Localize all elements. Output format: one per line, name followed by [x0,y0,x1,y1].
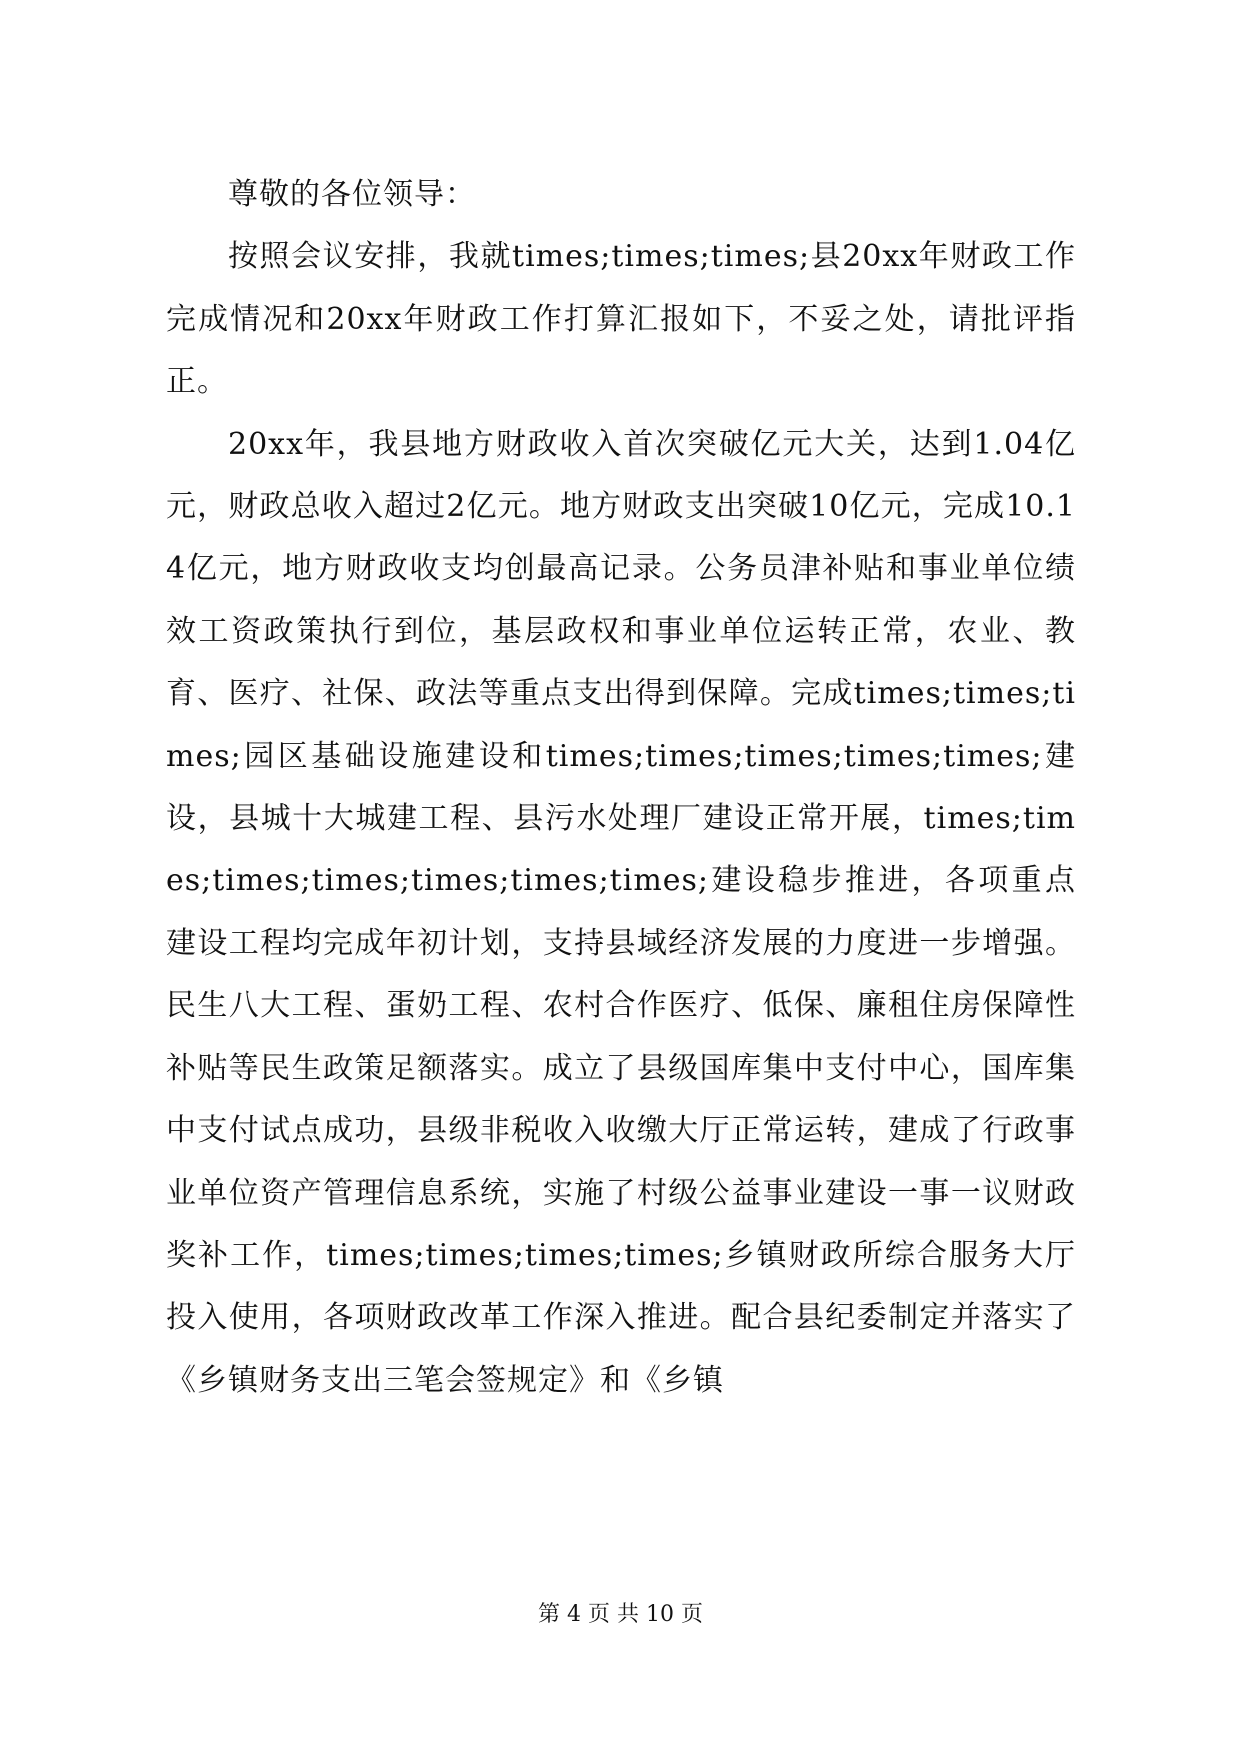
document-body [166,164,1076,1412]
salutation: 尊敬的各位领导： [228,177,476,212]
paragraph-intro: 按照会议安排，我就times;times;times;县20xx年财政工作完成情况和20xx年财政工作打算汇报如下，不妥之处，请批评指正。 [166,239,1076,400]
page-footer: 第 4 页 共 10 页 [538,1602,703,1627]
paragraph-summary: 20xx年，我县地方财政收入首次突破亿元大关，达到1.04亿元，财政总收入超过2亿元。地方财政支出突破10亿元，完成10.14亿元，地方财政收支均创最高记录。公务员津补贴和事业单位绩效工资政策执行到位，基层政权和事业单位运转正常，农业、教育、医疗、社保、政法等重点支出得到保障。完成times;times;times;园区基础设施建设和times;times;times;times;times;建设，县城十大城建工程、县污水处理厂建设正常开展，times;times;times;times;times;times;times;建设稳步推进，各项重点建设工程均完成年初计划，支持县域经济发展的力度进一步增强。民生八大工程、蛋奶工程、农村合作医疗、低保、廉租住房保障性补贴等民生政策足额落实。成立了县级国库集中支付中心，国库集中支付试点成功，县级非税收入收缴大厅正常运转，建成了行政事业单位资产管理信息系统，实施了村级公益事业建设一事一议财政奖补工作，times;times;times;times;乡镇财政所综合服务大厅投入使用，各项财政改革工作深入推进。配合县纪委制定并落实了《乡镇财务支出三笔会签规定》和《乡镇 [166,426,1076,1398]
